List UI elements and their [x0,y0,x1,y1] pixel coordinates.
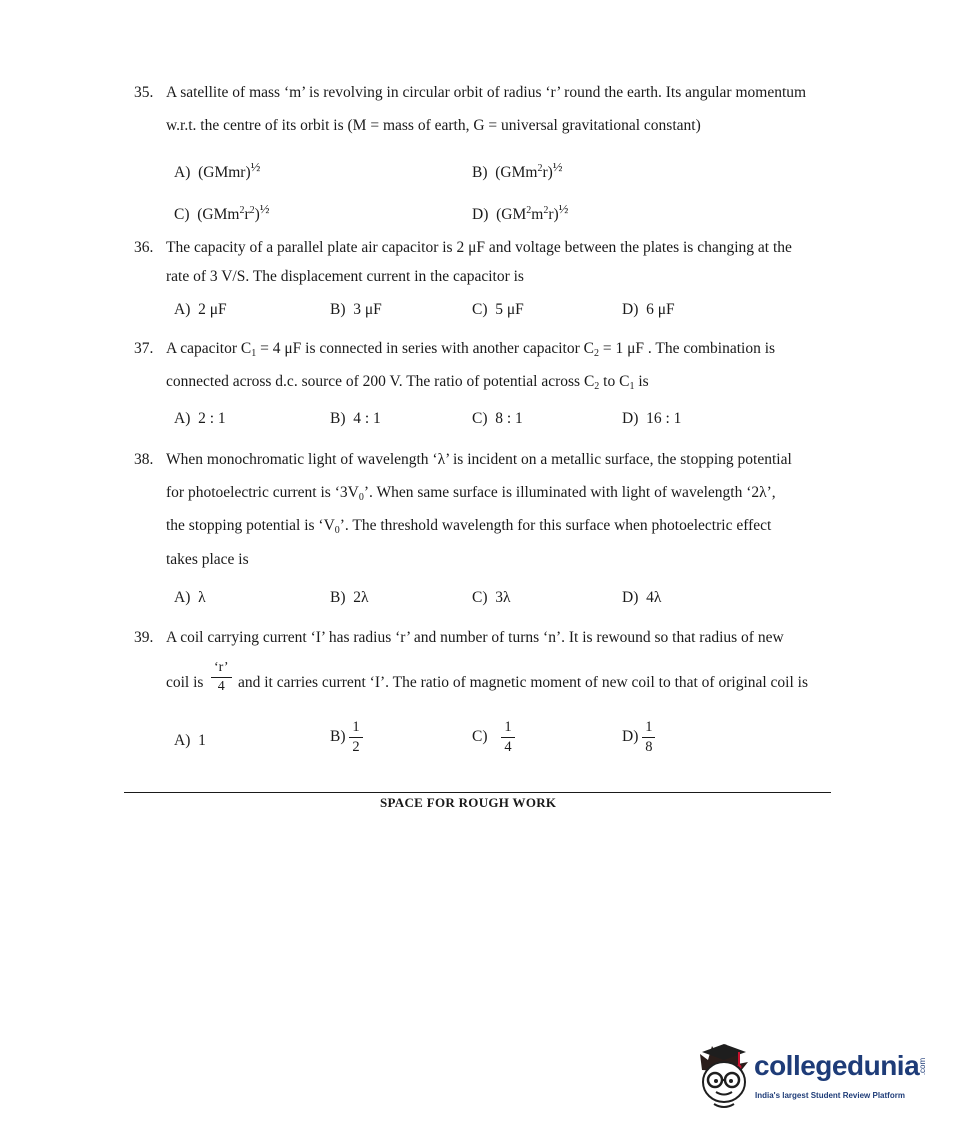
option-b[interactable]: B) 3 μF [330,301,382,318]
question-text: A coil carrying current ‘I’ has radius ‘r’ and number of turns ‘n’. It is rewound so that radius of new [166,629,784,646]
logo-tagline: India's largest Student Review Platform [755,1091,905,1100]
option-c[interactable]: C) $(GMm^2r^2)^{\frac{1}{2}}$ [174,201,269,223]
question-number: 36. [134,239,154,256]
question-number: 39. [134,629,154,646]
question-text: A capacitor $C_1 = 4$ μF is connected in series with another capacitor $C_2 = 1$ μF . The combination is [166,340,776,359]
collegedunia-logo [694,1040,934,1120]
option-c[interactable]: C) 8 : 1 [472,410,523,427]
option-b[interactable]: B) $(GMm^2r)^{\frac{1}{2}}$ [472,159,562,181]
question-text: connected across d.c. source of 200 V. The ratio of potential across $C_2$ to $C_1$ is [166,373,649,392]
logo-wordmark: collegedunia [754,1050,920,1081]
question-number: 37. [134,340,154,357]
rough-work-label: SPACE FOR ROUGH WORK [380,795,557,810]
option-d[interactable]: D) $\frac{1}{8}$ [622,720,655,754]
option-a[interactable]: A) λ [174,589,206,606]
option-c[interactable]: C) 5 μF [472,301,524,318]
question-text: The capacity of a parallel plate air capacitor is 2 μF and voltage between the plates is changing at the [166,239,792,256]
option-d[interactable]: D) 6 μF [622,301,675,318]
option-a[interactable]: A) (GMmr)$^{\frac{1}{2}}$ [174,159,260,181]
option-b[interactable]: B) 2λ [330,589,369,606]
option-d[interactable]: D) $(GM^2m^2r)^{\frac{1}{2}}$ [472,201,568,223]
option-b[interactable]: B) $\frac{1}{2}$ [330,720,363,754]
option-d[interactable]: D) 4λ [622,589,662,606]
option-a[interactable]: A) 2 μF [174,301,227,318]
question-text: rate of 3 V/S. The displacement current in the capacitor is [166,268,524,285]
mascot-icon [694,1040,754,1112]
question-text-part: and it carries current ‘I’. The ratio of magnetic moment of new coil to that of original coil is [238,674,809,691]
question-text: w.r.t. the centre of its orbit is (M = mass of earth, G = universal gravitational constant) [166,117,701,134]
question-text: the stopping potential is ‘$V_0$’. The threshold wavelength for this surface when photoelectric effect [166,517,772,536]
option-d[interactable]: D) 16 : 1 [622,410,682,427]
option-a[interactable]: A) 1 [174,732,206,749]
question-text-part: coil is [166,674,204,691]
question-text: takes place is [166,551,249,568]
question-number: 38. [134,451,154,468]
fraction-r-over-4: $\frac{‘r’}{4}$ [211,661,232,694]
option-a[interactable]: A) 2 : 1 [174,410,226,427]
logo-suffix: .com [918,1057,928,1076]
question-text: When monochromatic light of wavelength ‘λ’ is incident on a metallic surface, the stopping potential [166,451,792,468]
option-b[interactable]: B) 4 : 1 [330,410,381,427]
divider [124,792,831,793]
option-c[interactable]: C) $\frac{1}{4}$ [472,720,515,754]
question-text: for photoelectric current is ‘$3V_0$’. When same surface is illuminated with light of wavelength ‘2λ’, [166,484,776,503]
question-number: 35. [134,84,154,101]
question-text: A satellite of mass ‘m’ is revolving in circular orbit of radius ‘r’ round the earth. Its angular momentum [166,84,807,101]
option-c[interactable]: C) 3λ [472,589,511,606]
